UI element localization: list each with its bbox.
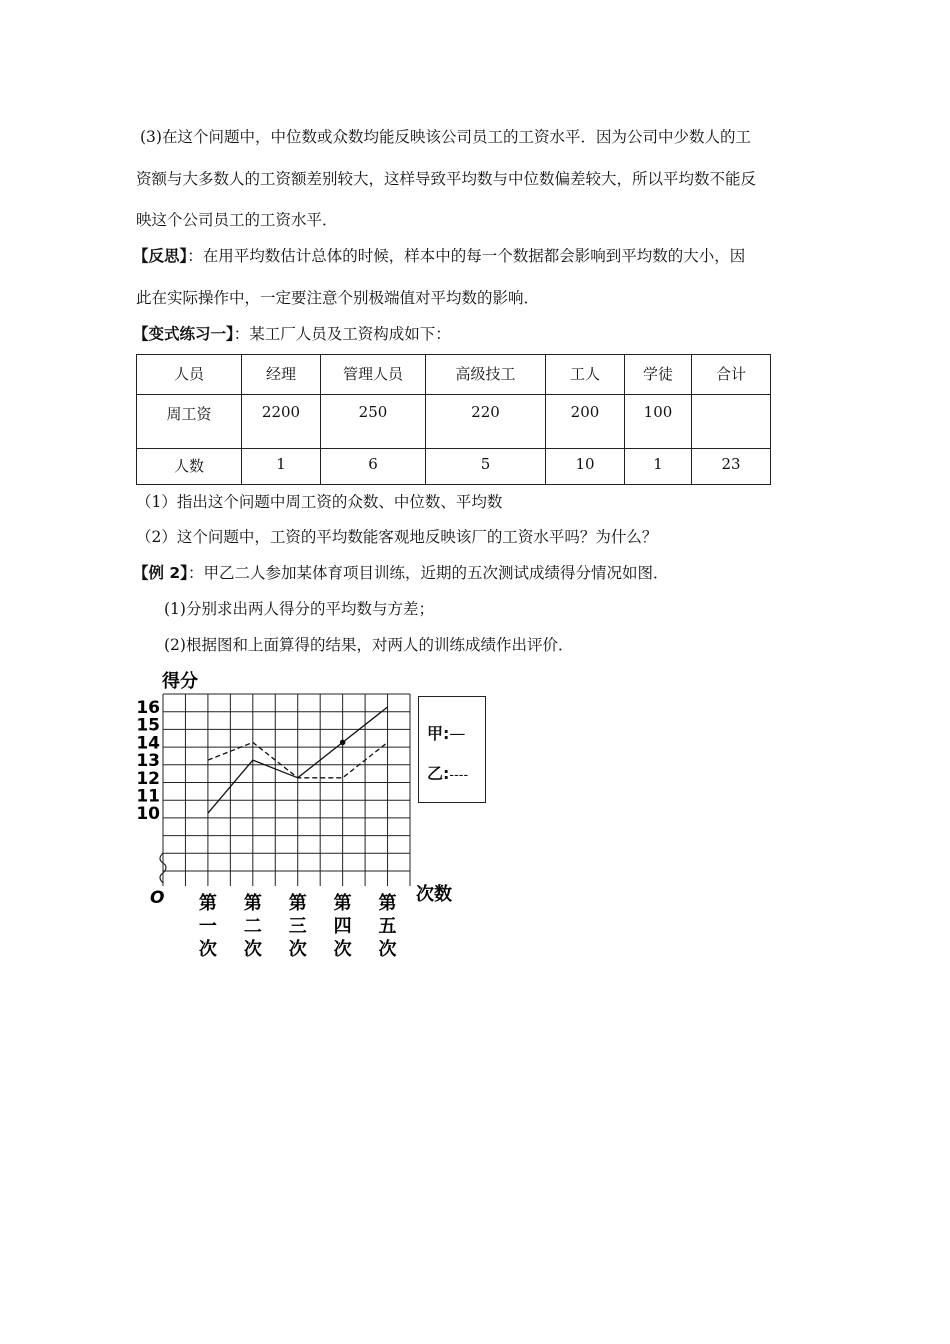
y-tick-label: 10: [136, 804, 160, 825]
x-axis-label: 次数: [416, 884, 452, 905]
exercise1-label: 【变式练习一】: [133, 325, 234, 343]
table-header-cell: 高级技工: [426, 355, 546, 395]
table-cell: 5: [426, 449, 546, 485]
table-header-cell: 合计: [692, 355, 771, 395]
legend-item-jia: 甲:—: [427, 724, 466, 743]
table-header-cell: 工人: [546, 355, 625, 395]
example2-text: ：甲乙二人参加某体育项目训练，近期的五次测试成绩得分情况如图．: [187, 564, 669, 582]
table-header-cell: 人员: [137, 355, 242, 395]
table-header-cell: 管理人员: [321, 355, 426, 395]
table-cell: 220: [426, 395, 546, 449]
table-cell: 10: [546, 449, 625, 485]
chart-legend: [418, 696, 486, 803]
question-2: （2）这个问题中，工资的平均数能客观地反映该厂的工资水平吗？为什么？: [136, 528, 658, 546]
table-cell: 23: [692, 449, 771, 485]
table-cell: 100: [625, 395, 692, 449]
table-cell: 1: [242, 449, 321, 485]
x-tick-label: 第三次: [288, 893, 307, 960]
origin-label: O: [150, 888, 165, 908]
exercise1-line: [133, 324, 451, 344]
data-point-marker: [340, 740, 346, 746]
x-tick-label: 第一次: [198, 893, 217, 960]
table-cell: 2200: [242, 395, 321, 449]
para3-line2: 资额与大多数人的工资额差别较大，这样导致平均数与中位数偏差较大，所以平均数不能反: [136, 170, 757, 188]
para3-line3: 映这个公司员工的工资水平．: [136, 211, 338, 229]
y-tick-label: 16: [136, 698, 160, 718]
legend-symbol-jia: —: [449, 724, 466, 743]
table-cell: [692, 395, 771, 449]
x-tick-label: 第五次: [378, 893, 397, 960]
para3-line1: (3)在这个问题中，中位数或众数均能反映该公司员工的工资水平．因为公司中少数人的工: [140, 128, 751, 146]
table-header-row: [137, 355, 771, 395]
table-cell: 人数: [137, 449, 242, 485]
wage-table: [136, 354, 771, 485]
table-header-cell: 学徒: [625, 355, 692, 395]
x-tick-label: 第四次: [333, 893, 352, 960]
reflection-text: ：在用平均数估计总体的时候，样本中的每一个数据都会影响到平均数的大小，因: [187, 247, 746, 265]
reflection-line1: [133, 246, 745, 266]
table-header-cell: 经理: [242, 355, 321, 395]
table-row: [137, 395, 771, 449]
y-tick-label: 11: [136, 786, 160, 807]
table-cell: 250: [321, 395, 426, 449]
y-tick-label: 14: [136, 733, 160, 754]
legend-label-jia: 甲: [427, 724, 444, 743]
x-tick-label: 第二次: [243, 893, 262, 960]
example2-sub2: (2)根据图和上面算得的结果，对两人的训练成绩作出评价．: [164, 636, 574, 654]
example2-label: 【例 2】: [133, 564, 188, 582]
table-cell: 周工资: [137, 395, 242, 449]
y-tick-label: 13: [136, 751, 160, 772]
example2-line: [133, 563, 668, 583]
reflection-label: 【反思】: [133, 247, 188, 265]
exercise1-text: ：某工厂人员及工资构成如下：: [233, 325, 451, 343]
legend-label-yi: 乙: [427, 764, 444, 783]
y-tick-label: 15: [136, 715, 160, 736]
y-tick-label: 12: [136, 768, 160, 789]
example2-sub1: (1)分别求出两人得分的平均数与方差；: [164, 600, 434, 618]
table-cell: 200: [546, 395, 625, 449]
table-cell: 1: [625, 449, 692, 485]
question-1: （1）指出这个问题中周工资的众数、中位数、平均数: [136, 493, 503, 511]
reflection-line2: 此在实际操作中，一定要注意个别极端值对平均数的影响．: [136, 289, 540, 307]
y-axis-label: 得分: [162, 671, 198, 692]
table-row: [137, 449, 771, 485]
table-cell: 6: [321, 449, 426, 485]
legend-symbol-yi: ----: [449, 768, 469, 783]
legend-item-yi: 乙:----: [427, 764, 469, 783]
